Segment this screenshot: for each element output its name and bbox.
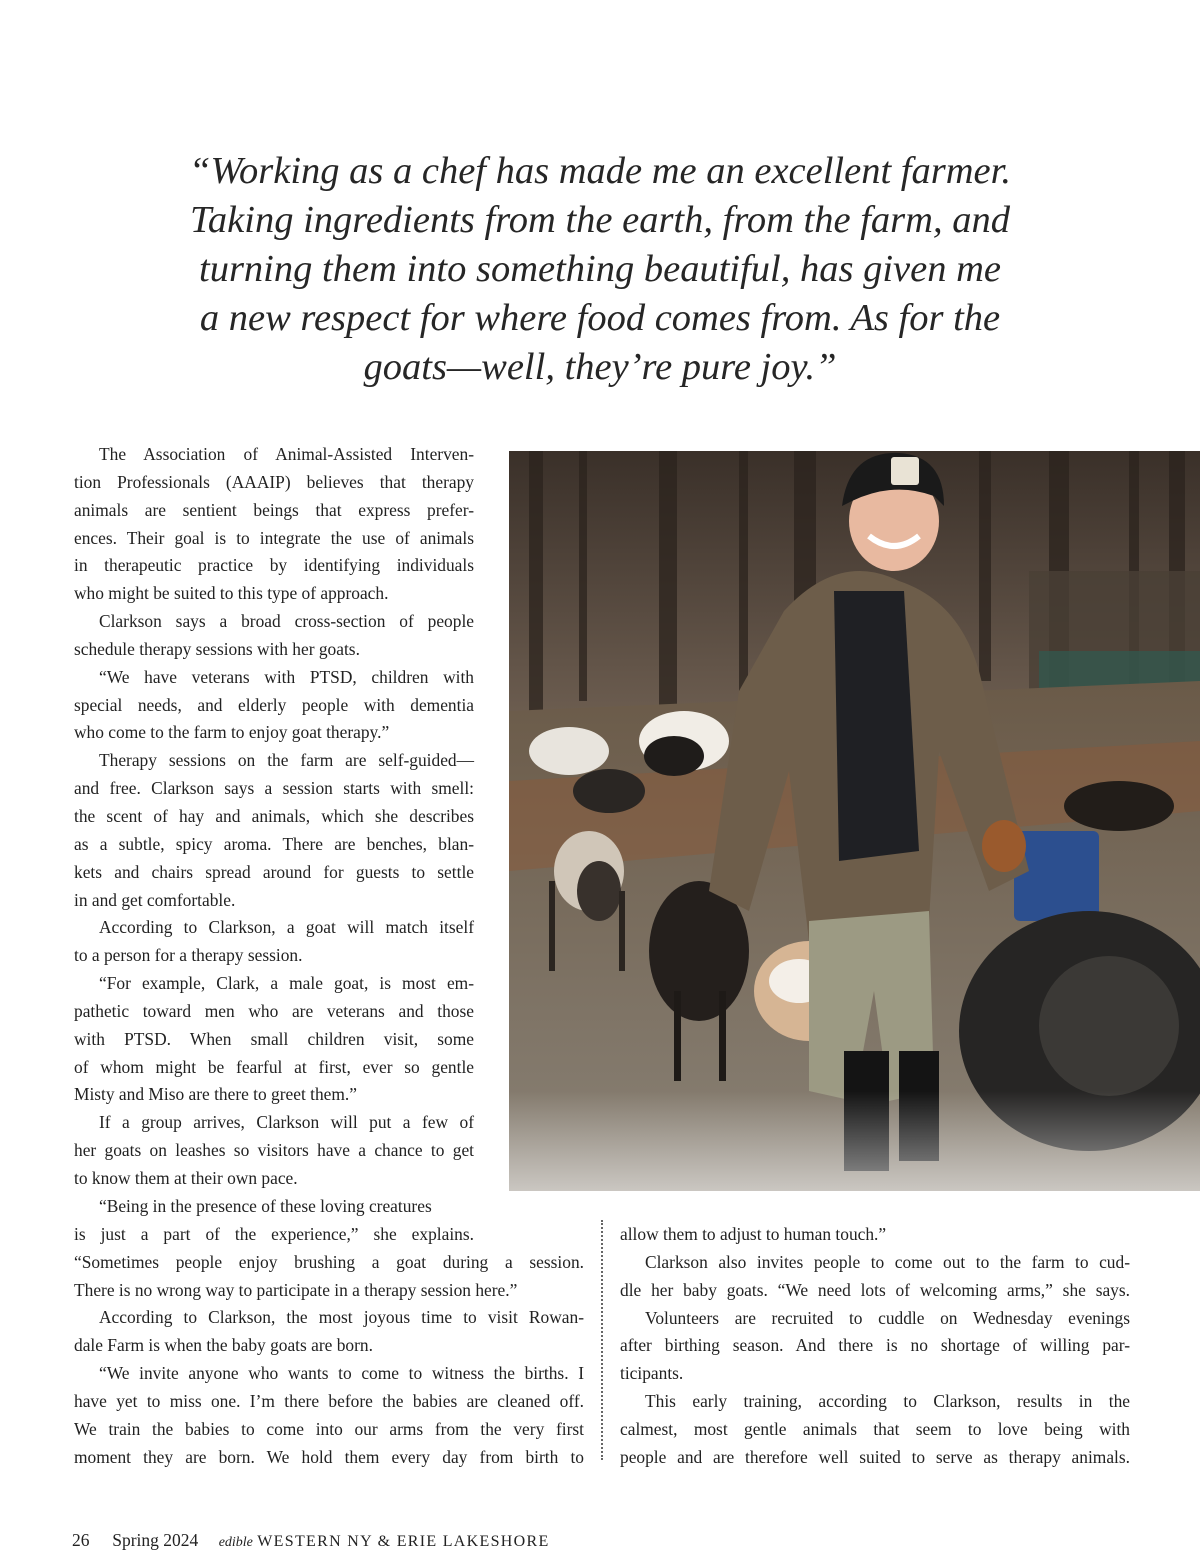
text-line: the scent of hay and animals, which she describes xyxy=(74,805,474,826)
text-line: kets and chairs spread around for guests to settle xyxy=(74,861,474,882)
text-line: her goats on leashes so visitors have a chance to get xyxy=(74,1140,474,1161)
text-line: with PTSD. When small children visit, some xyxy=(74,1028,474,1049)
text-line: have yet to miss one. I’m there before the babies are cleaned off. xyxy=(74,1390,584,1411)
farmer-with-goats-photo xyxy=(509,451,1200,1191)
text-line: Misty and Miso are there to greet them.” xyxy=(74,1084,357,1105)
text-line: in and get comfortable. xyxy=(74,889,236,910)
photo-farmer-with-goats-icon xyxy=(509,451,1200,1191)
text-line: in therapeutic practice by identifying individuals xyxy=(74,555,474,576)
text-line: calmest, most gentle animals that seem to love being with xyxy=(620,1418,1130,1439)
page-footer xyxy=(72,1530,550,1551)
text-line: Clarkson also invites people to come out to the farm to cud- xyxy=(645,1251,1130,1272)
text-line: allow them to adjust to human touch.” xyxy=(620,1224,887,1244)
text-line: after birthing season. And there is no shortage of willing par- xyxy=(620,1335,1130,1356)
text-line: who might be suited to this type of approach. xyxy=(74,583,389,604)
pull-quote-line: a new respect for where food comes from. As for the xyxy=(199,297,1001,339)
issue-label: Spring 2024 xyxy=(112,1530,199,1550)
text-line: to know them at their own pace. xyxy=(74,1167,298,1188)
text-line: This early training, according to Clarkson, results in the xyxy=(645,1391,1130,1412)
text-line: dle her baby goats. “We need lots of welcoming arms,” she says. xyxy=(620,1279,1130,1300)
text-line: The Association of Animal-Assisted Interven- xyxy=(99,444,474,464)
text-line: “For example, Clark, a male goat, is most em- xyxy=(99,973,474,994)
text-line: There is no wrong way to participate in a therapy session here.” xyxy=(74,1279,518,1300)
pull-quote-line: goats—well, they’re pure joy.” xyxy=(363,346,837,388)
text-line: If a group arrives, Clarkson will put a few of xyxy=(99,1112,474,1133)
text-line: as a subtle, spicy aroma. There are benches, blan- xyxy=(74,833,474,854)
text-line: “Sometimes people enjoy brushing a goat during a session. xyxy=(74,1251,584,1272)
article-column-left-top xyxy=(74,441,474,1193)
text-line: is just a part of the experience,” she explains. xyxy=(74,1223,474,1244)
pull-quote-line: turning them into something beautiful, has given me xyxy=(199,248,1001,290)
text-line: special needs, and elderly people with dementia xyxy=(74,694,474,715)
article-column-right-bottom xyxy=(620,1221,1130,1472)
text-line: schedule therapy sessions with her goats. xyxy=(74,638,360,659)
text-line: According to Clarkson, a goat will match itself xyxy=(99,917,474,938)
page-number: 26 xyxy=(72,1530,90,1550)
text-line: animals are sentient beings that express prefer- xyxy=(74,499,474,520)
text-line: Volunteers are recruited to cuddle on Wednesday evenings xyxy=(645,1307,1130,1328)
text-line: tion Professionals (AAAIP) believes that therapy xyxy=(74,471,474,492)
text-line: who come to the farm to enjoy goat therapy.” xyxy=(74,722,390,743)
magazine-prefix: edible xyxy=(218,1535,253,1550)
text-line: people and are therefore well suited to serve as therapy animals. xyxy=(620,1446,1130,1467)
text-line: “We have veterans with PTSD, children with xyxy=(99,666,474,687)
text-line: ticipants. xyxy=(620,1363,684,1384)
text-line: and free. Clarkson says a session starts with smell: xyxy=(74,778,474,799)
text-line: pathetic toward men who are veterans and those xyxy=(74,1000,474,1021)
magazine-name: WESTERN NY & ERIE LAKESHORE xyxy=(257,1533,550,1550)
pull-quote-line: Taking ingredients from the earth, from the farm, and xyxy=(190,199,1010,241)
text-line: to a person for a therapy session. xyxy=(74,945,303,966)
text-line: Therapy sessions on the farm are self-guided— xyxy=(99,750,474,771)
text-line: ences. Their goal is to integrate the use of animals xyxy=(74,527,474,548)
text-line: We train the babies to come into our arms from the very first xyxy=(74,1418,584,1439)
pull-quote xyxy=(150,147,1050,392)
text-line: of whom might be fearful at first, ever so gentle xyxy=(74,1056,474,1077)
text-line: dale Farm is when the baby goats are born. xyxy=(74,1335,373,1356)
text-line: “Being in the presence of these loving creatures xyxy=(99,1196,432,1216)
column-divider xyxy=(601,1220,603,1460)
text-line: According to Clarkson, the most joyous time to visit Rowan- xyxy=(99,1307,584,1328)
text-line: Clarkson says a broad cross-section of people xyxy=(99,611,474,632)
text-line: moment they are born. We hold them every day from birth to xyxy=(74,1446,584,1467)
article-column-left-bottom xyxy=(74,1193,584,1471)
text-line: “We invite anyone who wants to come to witness the births. I xyxy=(99,1363,584,1384)
pull-quote-line: “Working as a chef has made me an excellent farmer. xyxy=(189,150,1011,192)
